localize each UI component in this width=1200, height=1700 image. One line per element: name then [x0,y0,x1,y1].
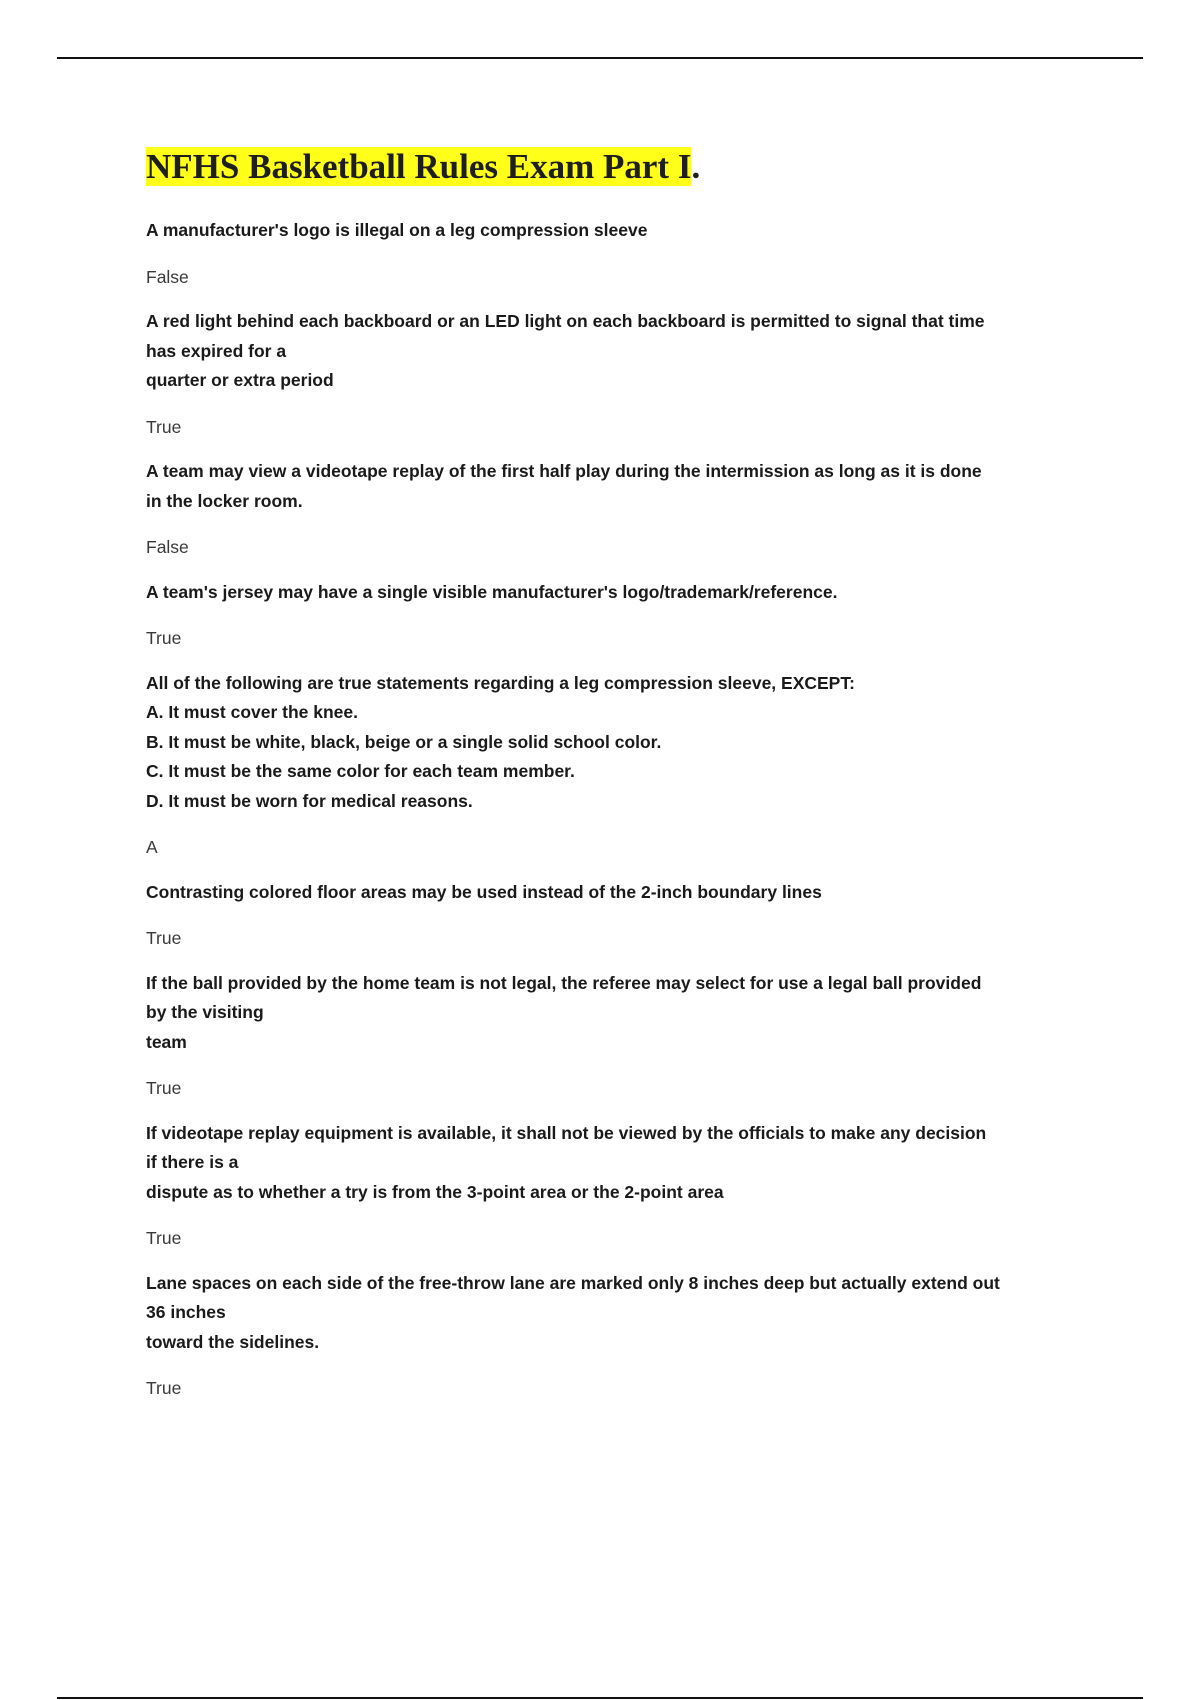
question-text [146,578,1106,608]
title-highlight: NFHS Basketball Rules Exam Part I [146,147,692,186]
question-text [146,878,1106,908]
question-line: All of the following are true statements regarding a leg compression sleeve, EXCEPT: [146,672,855,693]
question-text [146,669,1106,817]
question-line: B. It must be white, black, beige or a single solid school color. [146,731,662,752]
question-item [146,307,1106,442]
question-item [146,1119,1106,1254]
answer-text: True [146,628,182,648]
question-line: if there is a [146,1152,239,1172]
question-item [146,578,1106,654]
question-line: has expired for a [146,340,287,361]
question-text [146,457,1106,516]
question-text [146,307,1106,396]
question-item [146,969,1106,1104]
question-line: in the locker room. [146,490,303,511]
answer-text: True [146,1228,182,1248]
question-line: team [146,1031,187,1052]
question-line: If the ball provided by the home team is not legal, the referee may select for use a legal ball provided [146,972,982,993]
question-line: toward the sidelines. [146,1331,320,1352]
question-line: Contrasting colored floor areas may be used instead of the 2-inch boundary lines [146,881,822,902]
footer-rule [57,1697,1143,1699]
answer-text: True [146,1078,182,1098]
question-line: Lane spaces on each side of the free-throw lane are marked only 8 inches deep but actually extend out [146,1272,1000,1293]
question-line: 36 inches [146,1302,226,1322]
question-text [146,1269,1106,1358]
question-line: quarter or extra period [146,370,334,390]
page-title [146,146,1106,188]
question-text [146,216,1106,246]
question-item [146,669,1106,863]
question-line: A team's jersey may have a single visible manufacturer's logo/trademark/reference. [146,581,838,602]
question-line: A manufacturer's logo is illegal on a leg compression sleeve [146,220,648,240]
question-item [146,878,1106,954]
question-line: by the visiting [146,1002,264,1022]
title-period: . [691,147,701,186]
answer-text: True [146,416,182,437]
question-line: C. It must be the same color for each team member. [146,761,575,781]
answer-text: True [146,928,182,948]
answer-text: A [146,837,158,857]
question-text [146,969,1106,1058]
header-rule [57,57,1143,59]
answer-text: True [146,1378,182,1398]
question-text [146,1119,1106,1208]
question-line: A. It must cover the knee. [146,702,359,722]
answer-text: False [146,537,189,557]
question-line: If videotape replay equipment is available, it shall not be viewed by the officials to make any decision [146,1122,987,1143]
question-item [146,216,1106,292]
question-list [146,216,1106,1404]
question-line: A red light behind each backboard or an LED light on each backboard is permitted to signal that time [146,311,985,331]
question-item [146,1269,1106,1404]
answer-text: False [146,266,189,287]
question-line: dispute as to whether a try is from the 3-point area or the 2-point area [146,1181,724,1202]
question-line: D. It must be worn for medical reasons. [146,790,473,811]
question-item [146,457,1106,563]
document-body [146,146,1106,1404]
question-line: A team may view a videotape replay of the first half play during the intermission as long as it is done [146,461,982,481]
